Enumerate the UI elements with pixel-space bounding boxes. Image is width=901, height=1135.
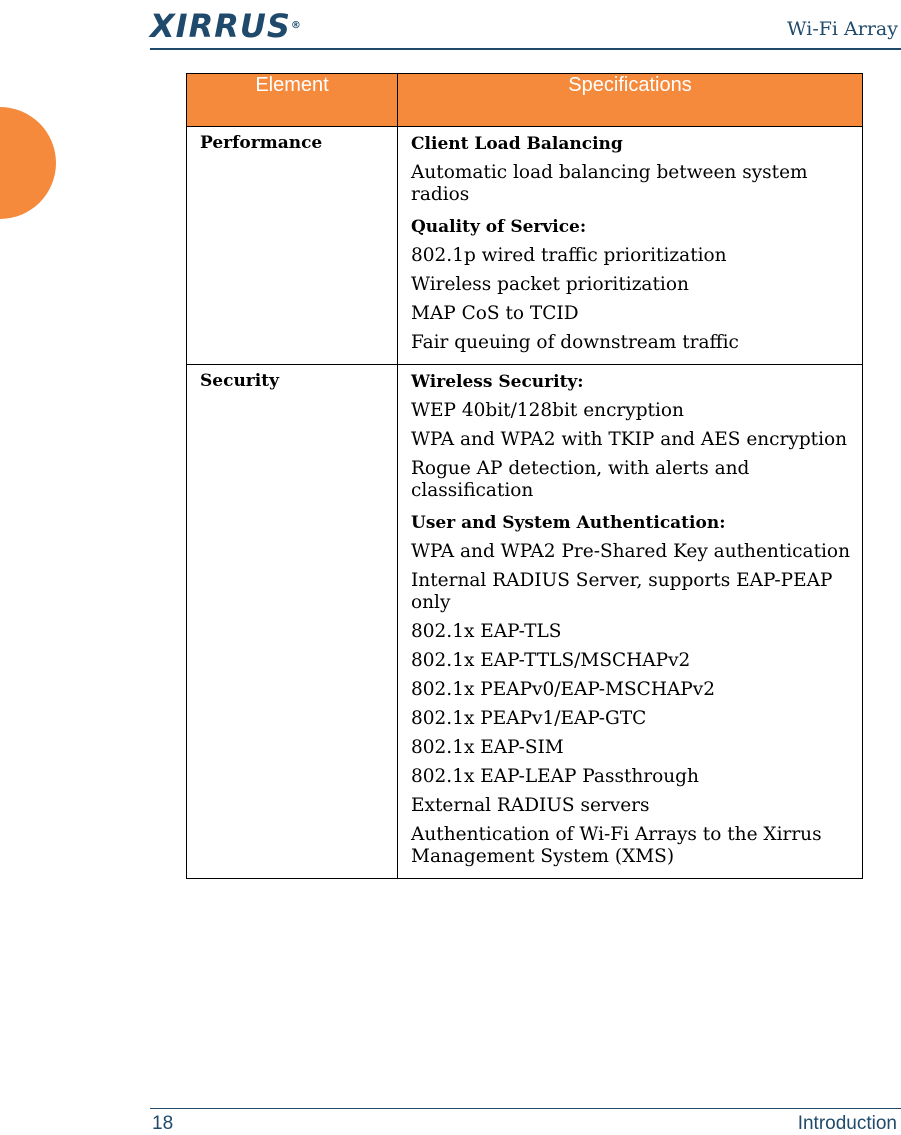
spec-item: Authentication of Wi-Fi Arrays to the Xirrus Management System (XMS) bbox=[411, 824, 822, 867]
spec-section-title: Quality of Service: bbox=[411, 217, 587, 237]
spec-item: 802.1x EAP-TLS bbox=[411, 621, 562, 642]
spec-section-title: User and System Authentication: bbox=[411, 513, 726, 533]
table-header-row bbox=[187, 74, 863, 127]
registered-mark: ® bbox=[290, 20, 302, 31]
spec-item: WPA and WPA2 Pre-Shared Key authentication bbox=[411, 541, 850, 562]
spec-item: 802.1x EAP-TTLS/MSCHAPv2 bbox=[411, 650, 691, 671]
header-element: Element bbox=[187, 74, 398, 127]
spec-item: External RADIUS servers bbox=[411, 795, 650, 816]
spec-section bbox=[411, 133, 850, 206]
spec-section bbox=[411, 216, 850, 354]
spec-item: 802.1p wired traffic prioritization bbox=[411, 245, 727, 266]
spec-item: Automatic load balancing between system radios bbox=[411, 162, 808, 205]
spec-item: Internal RADIUS Server, supports EAP-PEAP only bbox=[411, 570, 833, 613]
spec-section bbox=[411, 512, 850, 868]
spec-item: Fair queuing of downstream traffic bbox=[411, 332, 739, 353]
spec-item: 802.1x EAP-SIM bbox=[411, 737, 564, 758]
spec-section bbox=[411, 371, 850, 502]
spec-item: WPA and WPA2 with TKIP and AES encryption bbox=[411, 429, 848, 450]
specifications-cell bbox=[398, 127, 863, 365]
spec-item: 802.1x PEAPv1/EAP-GTC bbox=[411, 708, 647, 729]
chapter-name: Introduction bbox=[797, 1113, 897, 1134]
logo-text: XIRRUS bbox=[150, 7, 291, 45]
spec-item: 802.1x EAP-LEAP Passthrough bbox=[411, 766, 699, 787]
xirrus-logo bbox=[150, 8, 302, 44]
element-cell: Performance bbox=[187, 127, 398, 365]
spec-item: Rogue AP detection, with alerts and classification bbox=[411, 458, 750, 501]
spec-section-title: Client Load Balancing bbox=[411, 134, 623, 154]
footer-divider bbox=[150, 1108, 901, 1109]
document-title: Wi-Fi Array bbox=[787, 18, 898, 40]
spec-item: Wireless packet prioritization bbox=[411, 274, 689, 295]
spec-item: 802.1x PEAPv0/EAP-MSCHAPv2 bbox=[411, 679, 715, 700]
spec-section-title: Wireless Security: bbox=[411, 372, 584, 392]
element-cell: Security bbox=[187, 365, 398, 879]
header-divider bbox=[150, 48, 901, 50]
page-number: 18 bbox=[152, 1113, 174, 1134]
specifications-table bbox=[186, 73, 863, 879]
spec-item: WEP 40bit/128bit encryption bbox=[411, 400, 684, 421]
table-row bbox=[187, 365, 863, 879]
header-specifications: Specifications bbox=[398, 74, 863, 127]
spec-item: MAP CoS to TCID bbox=[411, 303, 579, 324]
table-row bbox=[187, 127, 863, 365]
specifications-cell bbox=[398, 365, 863, 879]
chapter-tab-marker bbox=[0, 107, 56, 219]
